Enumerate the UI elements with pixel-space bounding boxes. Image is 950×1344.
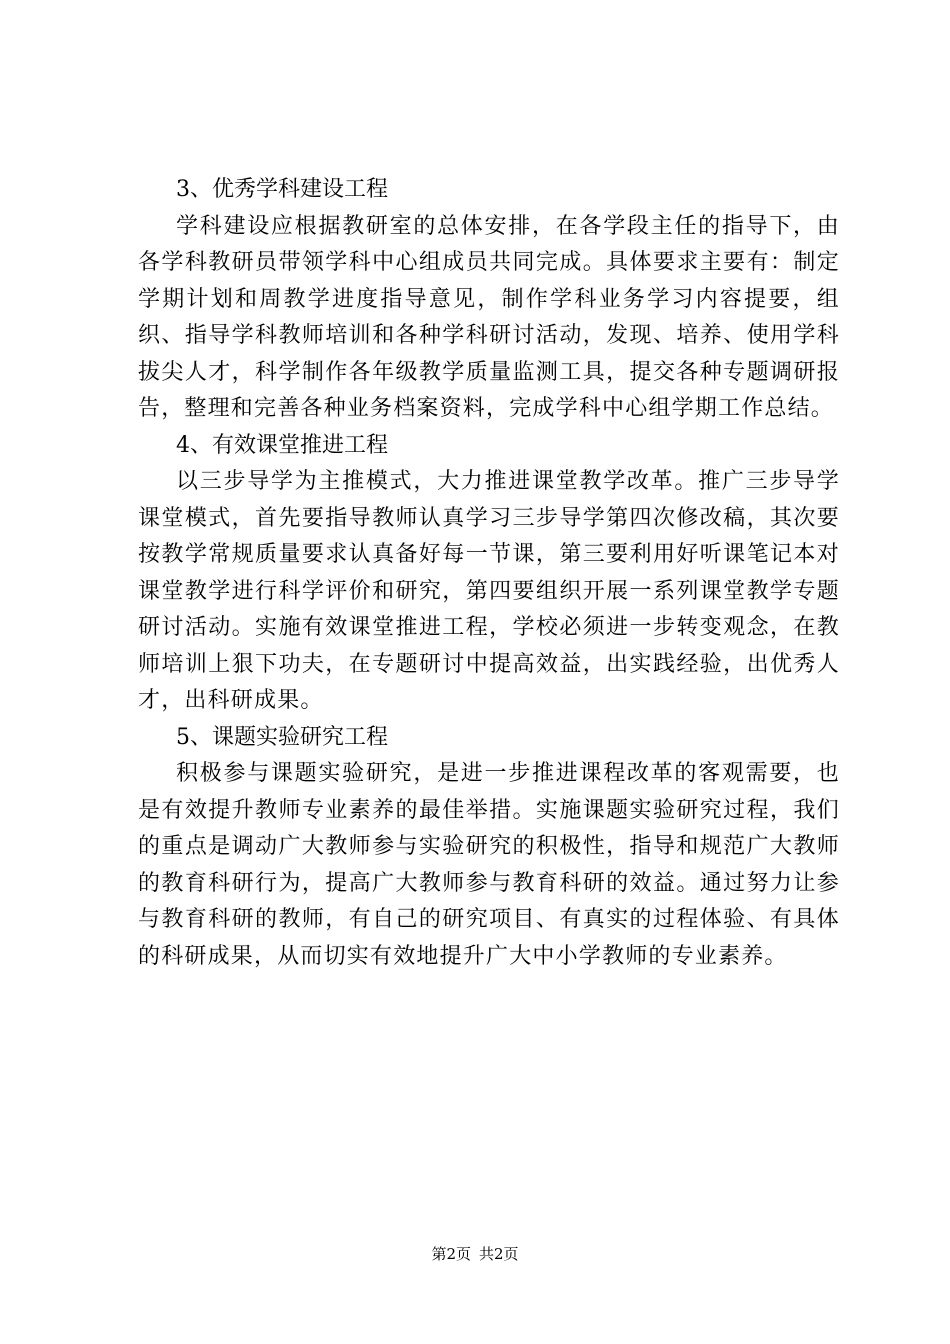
page-total: 共2页 (479, 1245, 519, 1263)
section-heading-4: 4、有效课堂推进工程 (176, 432, 388, 458)
section-heading-3: 3、优秀学科建设工程 (176, 177, 388, 202)
document-content (138, 172, 840, 975)
section-body-5: 积极参与课题实验研究，是进一步推进课程改革的客观需要，也是有效提升教师专业素养的最佳举措。实施课题实验研究过程，我们的重点是调动广大教师参与实验研究的积极性，指导和规范广大教师的教育科研行为，提高广大教师参与教育科研的效益。通过努力让参与教育科研的教师，有自己的研究项目、有真实的过程体验、有具体的科研成果，从而切实有效地提升广大中小学教师的专业素养。 (138, 761, 840, 969)
page-footer (0, 1244, 950, 1264)
section-body-3: 学科建设应根据教研室的总体安排，在各学段主任的指导下，由各学科教研员带领学科中心组成员共同完成。具体要求主要有：制定学期计划和周教学进度指导意见，制作学科业务学习内容提要，组织、指导学科教师培训和各种学科研讨活动，发现、培养、使用学科拔尖人才，科学制作各年级教学质量监测工具，提交各种专题调研报告，整理和完善各种业务档案资料，完成学科中心组学期工作总结。 (138, 213, 840, 421)
page-number: 第2页 (431, 1245, 471, 1263)
section-body-4: 以三步导学为主推模式，大力推进课堂教学改革。推广三步导学课堂模式，首先要指导教师认真学习三步导学第四次修改稿，其次要按教学常规质量要求认真备好每一节课，第三要利用好听课笔记本对课堂教学进行科学评价和研究，第四要组织开展一系列课堂教学专题研讨活动。实施有效课堂推进工程，学校必须进一步转变观念，在教师培训上狠下功夫，在专题研讨中提高效益，出实践经验，出优秀人才，出科研成果。 (138, 469, 840, 713)
section-heading-5: 5、课题实验研究工程 (176, 724, 388, 750)
